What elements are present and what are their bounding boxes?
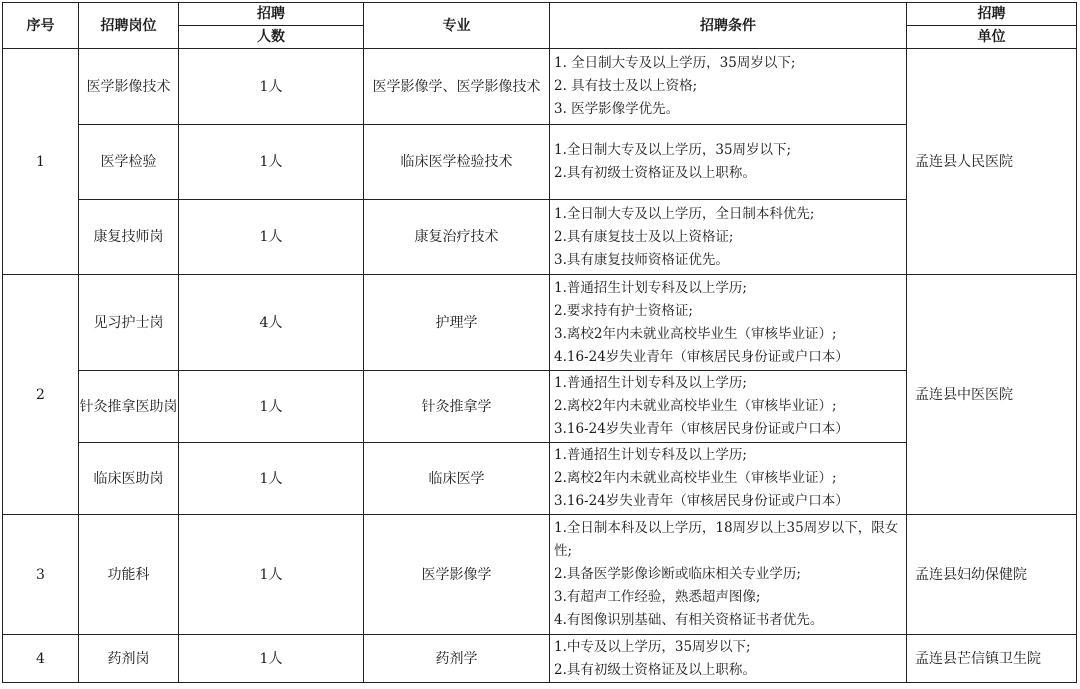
header-position: 招聘岗位: [79, 3, 179, 49]
conditions-cell: [550, 200, 907, 275]
count-cell: 1人: [179, 371, 364, 443]
conditions-cell: [550, 635, 907, 683]
condition-line: 3.16-24岁失业青年（审核居民身份证或户口本）: [554, 493, 849, 509]
condition-line: 2.离校2年内未就业高校毕业生（审核毕业证）;: [554, 398, 837, 414]
condition-line: 2.要求持有护士资格证;: [554, 302, 693, 319]
major-cell: 医学影像学、医学影像技术: [364, 49, 550, 125]
conditions-cell: [550, 49, 907, 125]
condition-line: 3.具有康复技师资格证优先。: [554, 251, 729, 268]
unit-cell: 孟连县中医医院: [907, 275, 1077, 515]
header-unit-bottom: 单位: [907, 26, 1077, 49]
conditions-cell: [550, 515, 907, 635]
count-cell: 1人: [179, 635, 364, 683]
table-row: [3, 49, 1077, 125]
major-cell: 药剂学: [364, 635, 550, 683]
condition-line: 1.中专及以上学历，35周岁以下;: [554, 638, 751, 655]
conditions-cell: [550, 371, 907, 443]
header-seq: 序号: [3, 3, 79, 49]
count-cell: 1人: [179, 49, 364, 125]
condition-line: 3.16-24岁失业青年（审核居民身份证或户口本）: [554, 421, 849, 437]
count-cell: 1人: [179, 125, 364, 200]
condition-line: 3. 医学影像学优先。: [554, 101, 680, 117]
header-count-top: 招聘: [179, 3, 364, 26]
condition-line: 1.全日制大专及以上学历，全日制本科优先;: [554, 205, 815, 222]
recruitment-table: [2, 2, 1077, 683]
table-row: [3, 635, 1077, 683]
position-cell: 功能科: [79, 515, 179, 635]
major-cell: 针灸推拿学: [364, 371, 550, 443]
condition-line: 3.有超声工作经验，熟悉超声图像;: [554, 589, 761, 605]
condition-line: 2.具有初级士资格证及以上职称。: [554, 165, 756, 181]
seq-cell: 3: [3, 515, 79, 635]
header-unit-top: 招聘: [907, 3, 1077, 26]
conditions-cell: [550, 125, 907, 200]
header-row-top: [3, 3, 1077, 26]
count-cell: 1人: [179, 200, 364, 275]
condition-line: 3.离校2年内未就业高校毕业生（审核毕业证）;: [554, 325, 837, 342]
unit-cell: 孟连县妇幼保健院: [907, 515, 1077, 635]
count-cell: 4人: [179, 275, 364, 371]
condition-line: 1.普通招生计划专科及以上学历;: [554, 447, 747, 463]
header-conditions: 招聘条件: [550, 3, 907, 49]
position-cell: 针灸推拿医助岗: [79, 371, 179, 443]
table-row: [3, 515, 1077, 635]
conditions-cell: [550, 275, 907, 371]
seq-cell: 2: [3, 275, 79, 515]
condition-line: 4.有图像识别基础、有相关资格证书者优先。: [554, 612, 824, 628]
seq-cell: 1: [3, 49, 79, 275]
position-cell: 医学检验: [79, 125, 179, 200]
condition-line: 1.全日制大专及以上学历，35周岁以下;: [554, 142, 792, 158]
major-cell: 临床医学检验技术: [364, 125, 550, 200]
condition-line: 1. 全日制大专及以上学历，35周岁以下;: [554, 55, 796, 71]
condition-line: 1.全日制本科及以上学历，18周岁以上35周岁以下，限女性;: [554, 520, 899, 559]
major-cell: 护理学: [364, 275, 550, 371]
major-cell: 医学影像学: [364, 515, 550, 635]
conditions-cell: [550, 443, 907, 515]
condition-line: 4.16-24岁失业青年（审核居民身份证或户口本）: [554, 348, 849, 365]
count-cell: 1人: [179, 443, 364, 515]
condition-line: 2. 具有技士及以上资格;: [554, 78, 698, 94]
position-cell: 药剂岗: [79, 635, 179, 683]
condition-line: 2.具有初级士资格证及以上职称。: [554, 661, 756, 678]
position-cell: 临床医助岗: [79, 443, 179, 515]
condition-line: 1.普通招生计划专科及以上学历;: [554, 375, 747, 391]
seq-cell: 4: [3, 635, 79, 683]
position-cell: 医学影像技术: [79, 49, 179, 125]
header-major: 专业: [364, 3, 550, 49]
unit-cell: 孟连县人民医院: [907, 49, 1077, 275]
condition-line: 2.离校2年内未就业高校毕业生（审核毕业证）;: [554, 470, 837, 486]
condition-line: 1.普通招生计划专科及以上学历;: [554, 279, 747, 296]
count-cell: 1人: [179, 515, 364, 635]
table-row: [3, 275, 1077, 371]
condition-line: 2.具备医学影像诊断或临床相关专业学历;: [554, 566, 801, 582]
unit-cell: 孟连县芒信镇卫生院: [907, 635, 1077, 683]
major-cell: 康复治疗技术: [364, 200, 550, 275]
header-count-bottom: 人数: [179, 26, 364, 49]
major-cell: 临床医学: [364, 443, 550, 515]
position-cell: 见习护士岗: [79, 275, 179, 371]
condition-line: 2.具有康复技士及以上资格证;: [554, 228, 734, 245]
position-cell: 康复技师岗: [79, 200, 179, 275]
